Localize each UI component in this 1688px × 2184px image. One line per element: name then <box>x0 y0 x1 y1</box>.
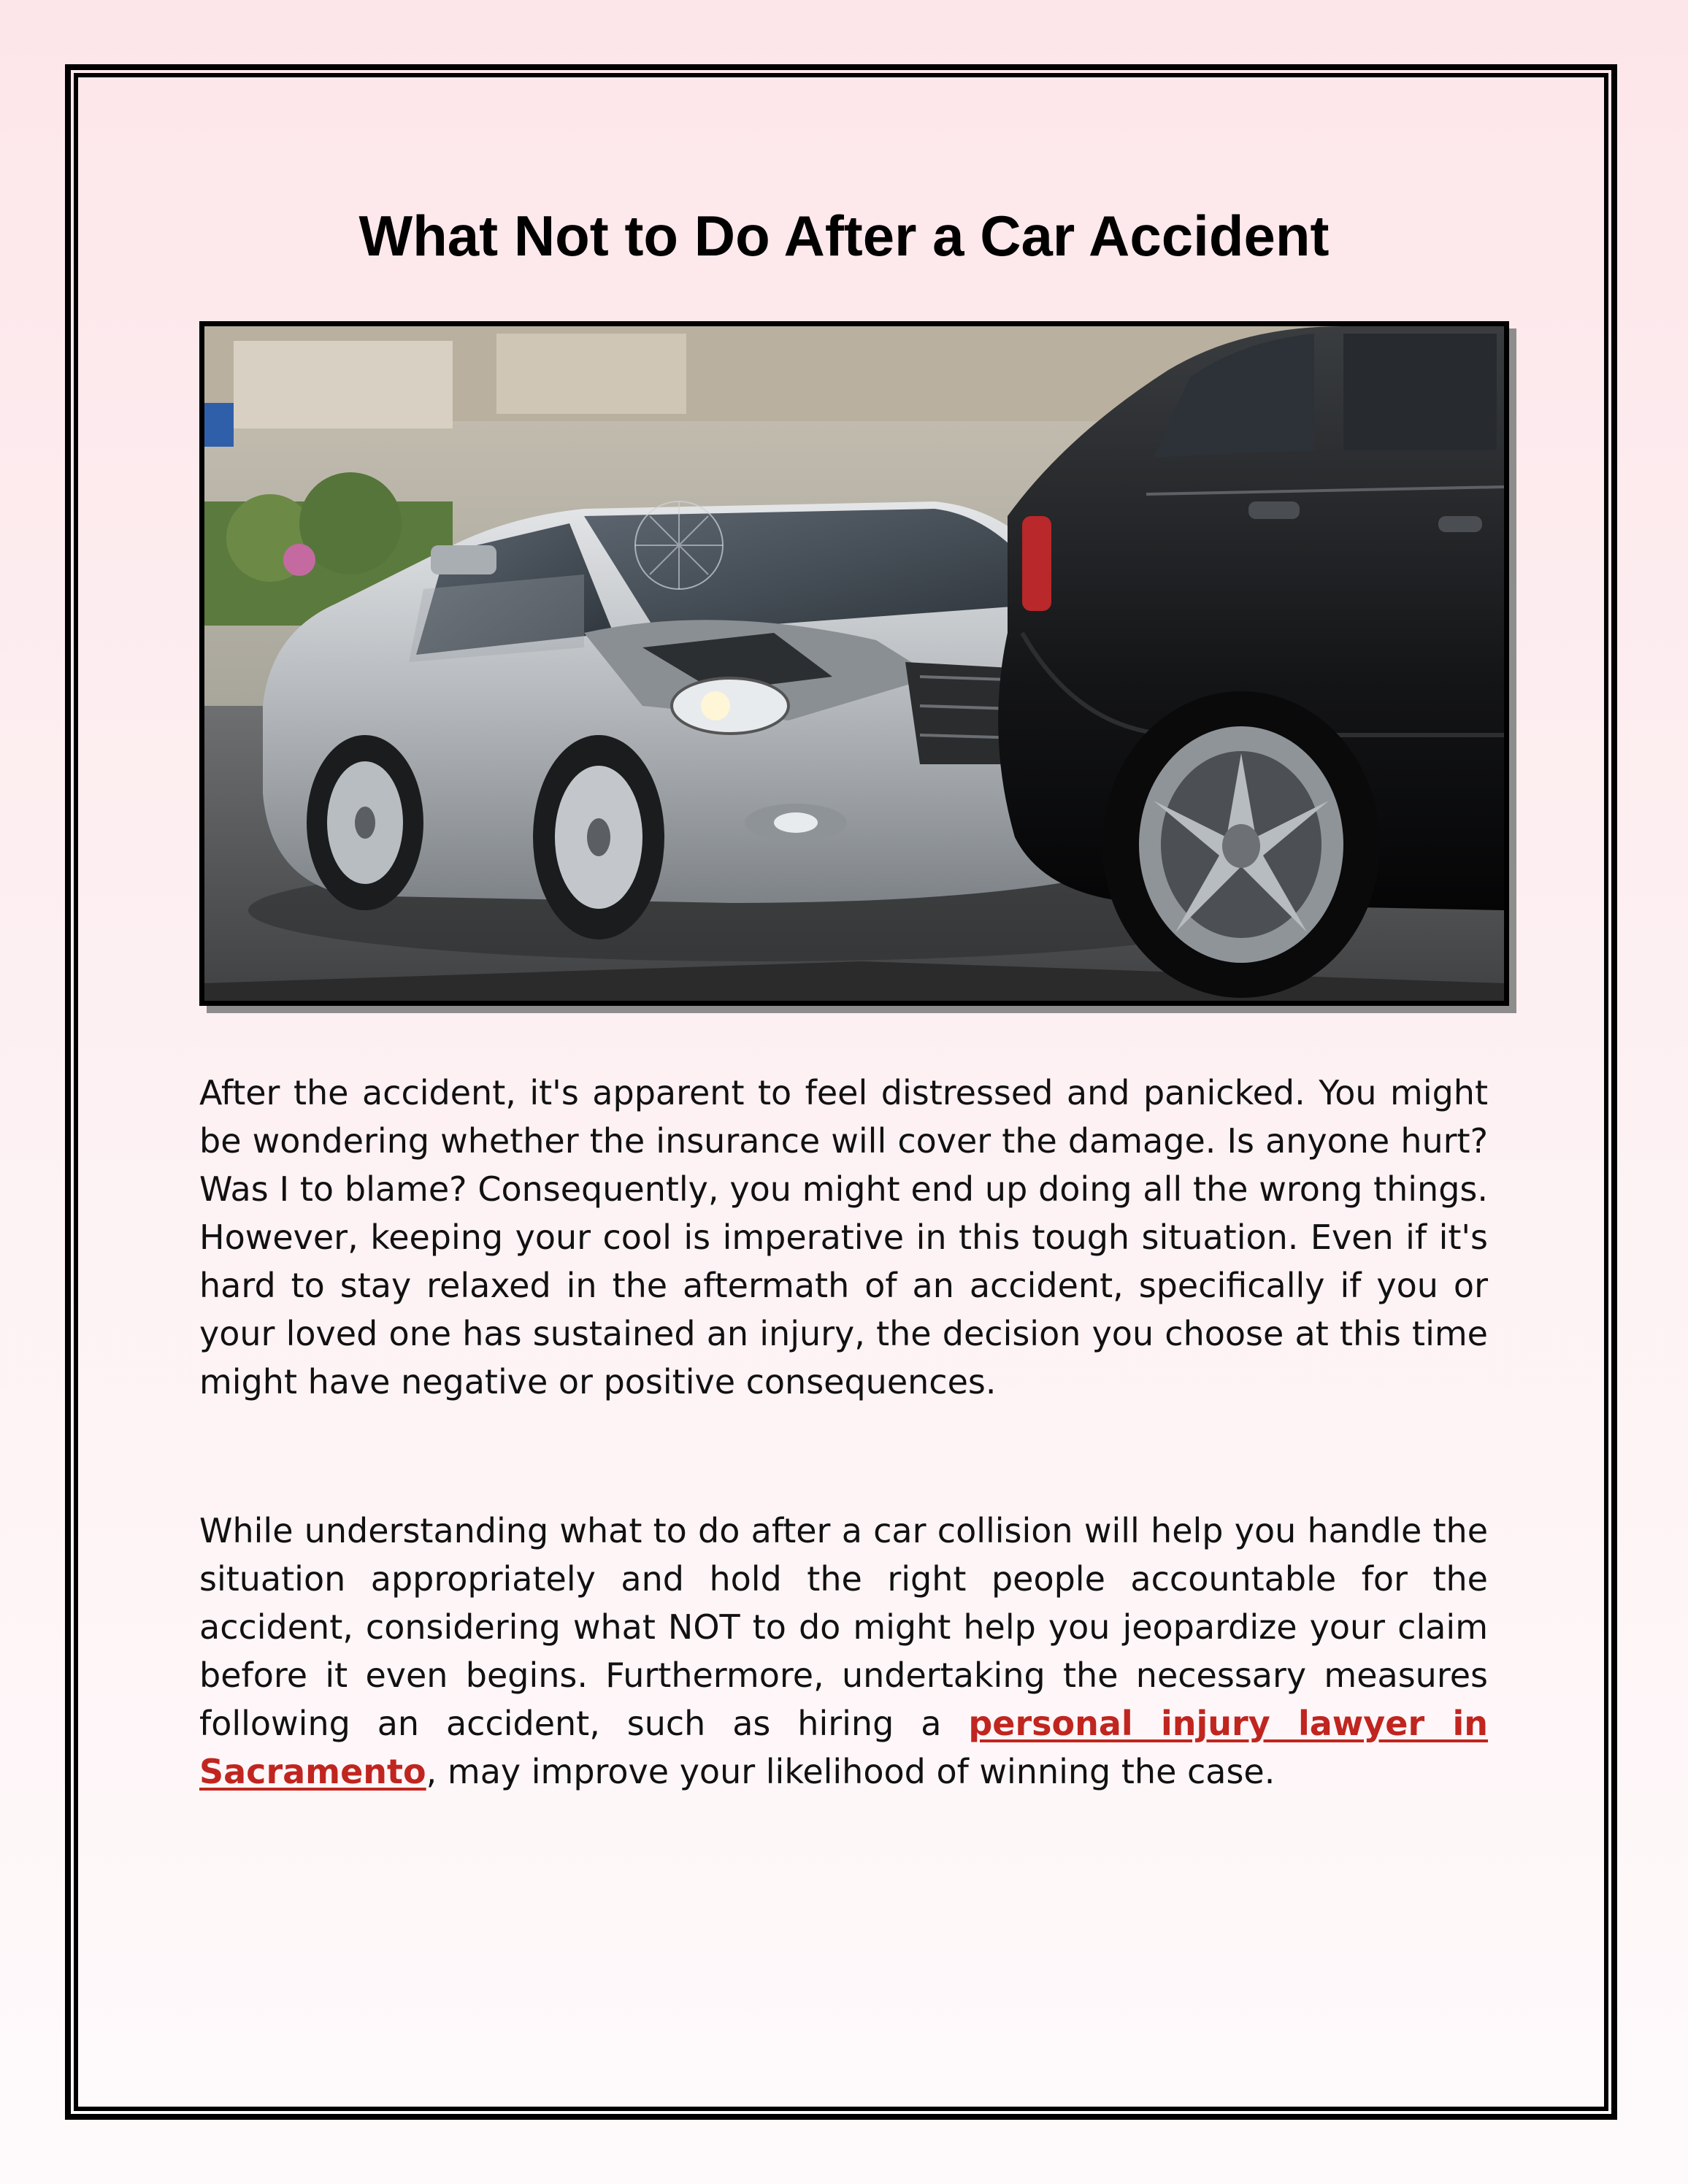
paragraph-1: After the accident, it's apparent to feel distressed and panicked. You might be wondering whether the insurance will cover the damage. Is anyone hurt? Was I to blame? Consequently, you might end up doing all the wrong things. However, keeping your cool is imperative in this tough situation. Even if it's hard to stay relaxed in the aftermath of an accident, specifically if you or your loved one has sustained an injury, the decision you choose at this time might have negative or positive consequences. <box>199 1073 1488 1401</box>
car-accident-photo <box>199 321 1509 1006</box>
paragraph-2 <box>199 1507 1488 1796</box>
paragraph-2-text-before-link: While understanding what to do after a car collision will help you handle the situation appropriately and hold the right people accountable for the accident, considering what NOT to do might help you jeopardize your claim before it even begins. Furthermore, undertaking the necessary measures following an accident, such as hiring a <box>199 1511 1488 1743</box>
personal-injury-lawyer-link[interactable]: personal injury lawyer in Sacramento <box>199 1704 1489 1791</box>
page-title: What Not to Do After a Car Accident <box>358 204 1330 268</box>
paragraph-2-text-after-link: , may improve your likelihood of winning the case. <box>426 1752 1275 1791</box>
car-accident-illustration <box>204 326 1504 1001</box>
